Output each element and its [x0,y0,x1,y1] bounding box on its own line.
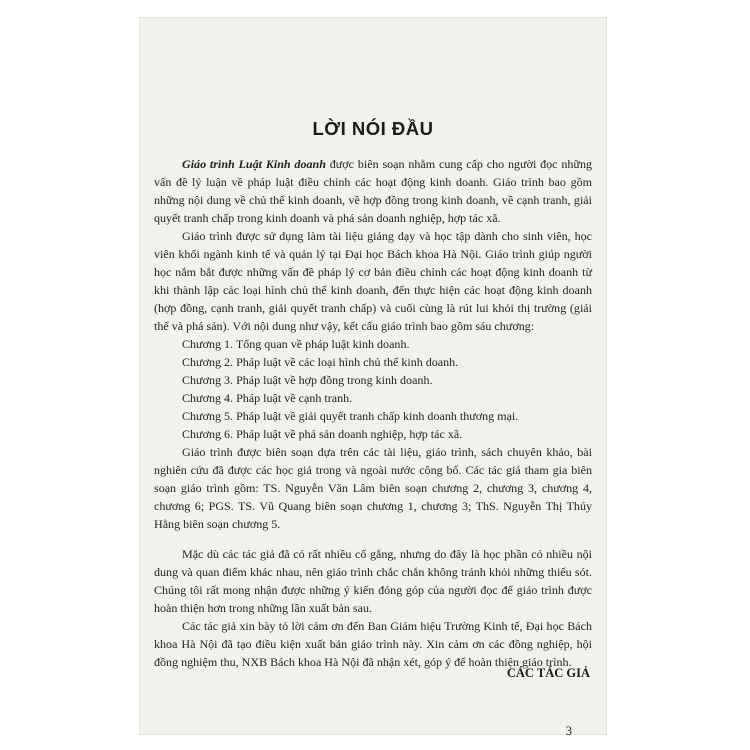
chapter-item-2: Chương 2. Pháp luật về các loại hình chủ thể kinh doanh. [182,355,459,369]
usage-paragraph: Giáo trình được sử dụng làm tài liệu giảng dạy và học tập dành cho sinh viên, học viên khối ngành kinh tế và quản lý tại Đại học Bách khoa Hà Nội. Giáo trình giúp người học nắm bắt được những vấn đề pháp lý cơ bản điều chỉnh các hoạt động kinh doanh từ khi thành lập các loại hình chủ thể kinh doanh, đến thực hiện các hoạt động kinh doanh (hợp đồng, cạnh tranh, giải quyết tranh chấp) và cuối cùng là rút lui khỏi thị trường (giải thể và phá sản). Với nội dung như vậy, kết cấu giáo trình bao gồm sáu chương: [154,229,592,333]
book-title: Giáo trình Luật Kinh doanh [182,157,326,171]
chapter-item-6: Chương 6. Pháp luật về phá sản doanh nghiệp, hợp tác xã. [182,427,463,441]
chapter-item-1: Chương 1. Tổng quan về pháp luật kinh doanh. [182,337,410,351]
intro-paragraph [154,155,592,227]
foreword-body [154,155,592,671]
chapter-item-3: Chương 3. Pháp luật về hợp đồng trong kinh doanh. [182,373,433,387]
acknowledgement-paragraph: Các tác giả xin bày tỏ lời cảm ơn đến Ban Giám hiệu Trường Kinh tế, Đại học Bách khoa Hà Nội đã tạo điều kiện xuất bản giáo trình này. Xin cảm ơn các đồng nghiệp, hội đồng nghiệm thu, NXB Bách khoa Hà Nội đã nhận xét, góp ý để hoàn thiện giáo trình. [154,619,592,669]
sources-paragraph: Giáo trình được biên soạn dựa trên các tài liệu, giáo trình, sách chuyên khảo, bài nghiên cứu đã được các học giả trong và ngoài nước công bố. Các tác giả tham gia biên soạn giáo trình gồm: TS. Nguyễn Văn Lâm biên soạn chương 2, chương 3, chương 4, chương 6; PGS. TS. Vũ Quang biên soạn chương 1, chương 3; ThS. Nguyễn Thị Thúy Hằng biên soạn chương 5. [154,445,592,531]
authors-signature: CÁC TÁC GIẢ [506,666,590,680]
page-number: 3 [565,724,572,738]
chapter-item-4: Chương 4. Pháp luật về cạnh tranh. [182,391,353,405]
chapter-item-5: Chương 5. Pháp luật về giải quyết tranh chấp kinh doanh thương mại. [182,409,519,423]
limitations-paragraph: Mặc dù các tác giả đã có rất nhiều cố gắng, nhưng do đây là học phần có nhiều nội dung và quan điểm khác nhau, nên giáo trình chắc chắn không tránh khỏi những thiếu sót. Chúng tôi rất mong nhận được những ý kiến đóng góp của người đọc để giáo trình được hoàn thiện hơn trong những lần xuất bản sau. [154,547,592,615]
intro-text: được biên soạn nhằm cung cấp cho người đọc những vấn đề lý luận về pháp luật điều chỉnh các hoạt động kinh doanh. Giáo trình bao gồm những nội dung về chủ thể kinh doanh, về hợp đồng trong kinh doanh, về cạnh tranh, giải quyết tranh chấp trong kinh doanh và phá sản doanh nghiệp, hợp tác xã. [154,157,592,225]
page-heading: LỜI NÓI ĐẦU [312,118,434,139]
book-page [140,18,606,738]
